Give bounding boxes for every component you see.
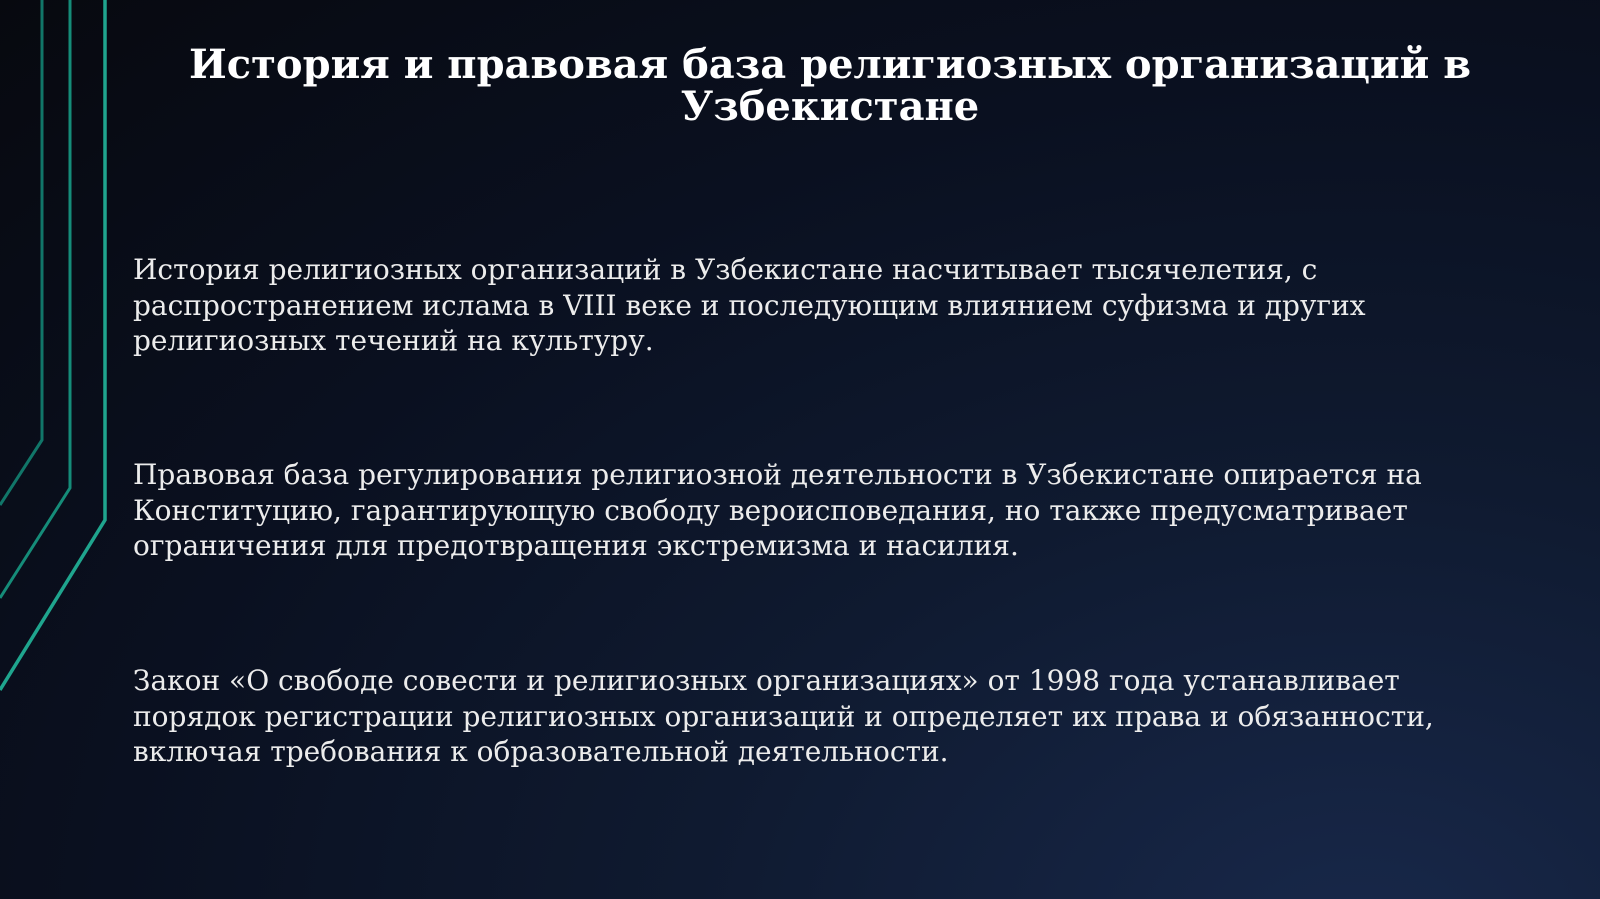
decorative-lines (0, 0, 140, 899)
paragraph-law-1998: Закон «О свободе совести и религиозных организациях» от 1998 года устанавливает порядок регистрации религиозных организаций и определяет их права и обязанности, включая требования к образовательной деятельности. (133, 664, 1434, 768)
accent-line-inner (0, 0, 105, 690)
slide-title: История и правовая база религиозных организаций в Узбекистане (188, 41, 1471, 130)
paragraph-history: История религиозных организаций в Узбекистане насчитывает тысячелетия, с распространением ислама в VIII веке и последующим влиянием суфизма и других религиозных течений на культуру. (133, 253, 1366, 357)
accent-line-middle (0, 0, 70, 598)
paragraph-legal-basis: Правовая база регулирования религиозной деятельности в Узбекистане опирается на Конституцию, гарантирующую свободу вероисповедания, но также предусматривает ограничения для предотвращения экстремизма и насилия. (133, 458, 1422, 562)
accent-line-outer (0, 0, 42, 505)
